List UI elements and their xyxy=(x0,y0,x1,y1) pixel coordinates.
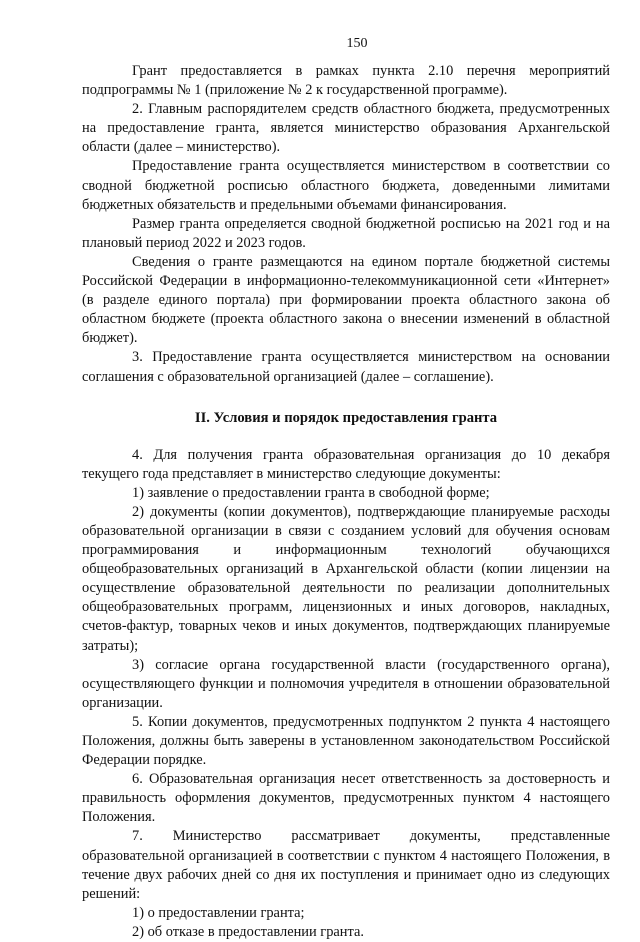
paragraph-item-4: 4. Для получения гранта образовательная организация до 10 декабря текущего года представляет в министерство следующие документы: xyxy=(82,446,610,482)
document-page xyxy=(82,0,610,942)
paragraph-item-6: 6. Образовательная организация несет ответственность за достоверность и правильность оформления документов, предусмотренных пунктом 4 настоящего Положения. xyxy=(82,771,610,826)
paragraph-subitem-3: 3) согласие органа государственной власти (государственного органа), осуществляющего функции и полномочия учредителя в отношении образовательной организации. xyxy=(82,656,610,711)
conditions-section xyxy=(82,446,610,942)
paragraph-grant-frame: Грант предоставляется в рамках пункта 2.10 перечня мероприятий подпрограммы № 1 (приложение № 2 к государственной программе). xyxy=(82,63,610,99)
paragraph-item-5: 5. Копии документов, предусмотренных подпунктом 2 пункта 4 настоящего Положения, должны быть заверены в установленном законодательством Российской Федерации порядке. xyxy=(82,713,610,769)
paragraph-agreement: 3. Предоставление гранта осуществляется министерством на основании соглашения с образовательной организацией (далее – соглашение). xyxy=(82,349,610,385)
paragraph-grant-info-portal: Сведения о гранте размещаются на едином портале бюджетной системы Российской Федерации в информационно-телекоммуникационной сети «Интернет» (в разделе единого портала) при формировании проекта областного закона об областном бюджете (проекта областного закона о внесении изменений в областной бюджет). xyxy=(82,253,610,347)
page-number: 150 xyxy=(346,36,368,51)
paragraph-subitem-1: 1) заявление о предоставлении гранта в свободной форме; xyxy=(132,484,490,501)
top-section xyxy=(82,62,610,387)
paragraph-decision-1: 1) о предоставлении гранта; xyxy=(132,904,305,921)
paragraph-subitem-2: 2) документы (копии документов), подтверждающие планируемые расходы образовательной организации в связи с созданием условий для обучения основам программирования и информационным технологий обучающихся общеобразовательных организаций в Архангельской области (копии лицензии на осуществление образовательной деятельности по реализации дополнительных общеобразовательных программ, лицензионных и иных договоров, накладных, счетов-фактур, товарных чеков и иных документов, подтверждающих планируемые затраты); xyxy=(82,503,610,654)
paragraph-grant-size: Размер гранта определяется сводной бюджетной росписью на 2021 год и на плановый период 2022 и 2023 годов. xyxy=(82,215,610,251)
paragraph-item-7: 7. Министерство рассматривает документы, представленные образовательной организацией в соответствии с пунктом 4 настоящего Положения, в течение двух рабочих дней со дня их поступления и принимает одно из следующих решений: xyxy=(82,828,610,902)
section-heading: II. Условия и порядок предоставления гранта xyxy=(194,409,498,426)
paragraph-budget-schedule: Предоставление гранта осуществляется министерством в соответствии со сводной бюджетной росписью областного бюджета, доведенными лимитами бюджетных обязательств и предельными объемами финансирования. xyxy=(82,158,610,213)
paragraph-main-manager: 2. Главным распорядителем средств областного бюджета, предусмотренных на предоставление гранта, является министерство образования Архангельской области (далее – министерство). xyxy=(82,101,610,156)
paragraph-decision-2: 2) об отказе в предоставлении гранта. xyxy=(132,923,364,940)
